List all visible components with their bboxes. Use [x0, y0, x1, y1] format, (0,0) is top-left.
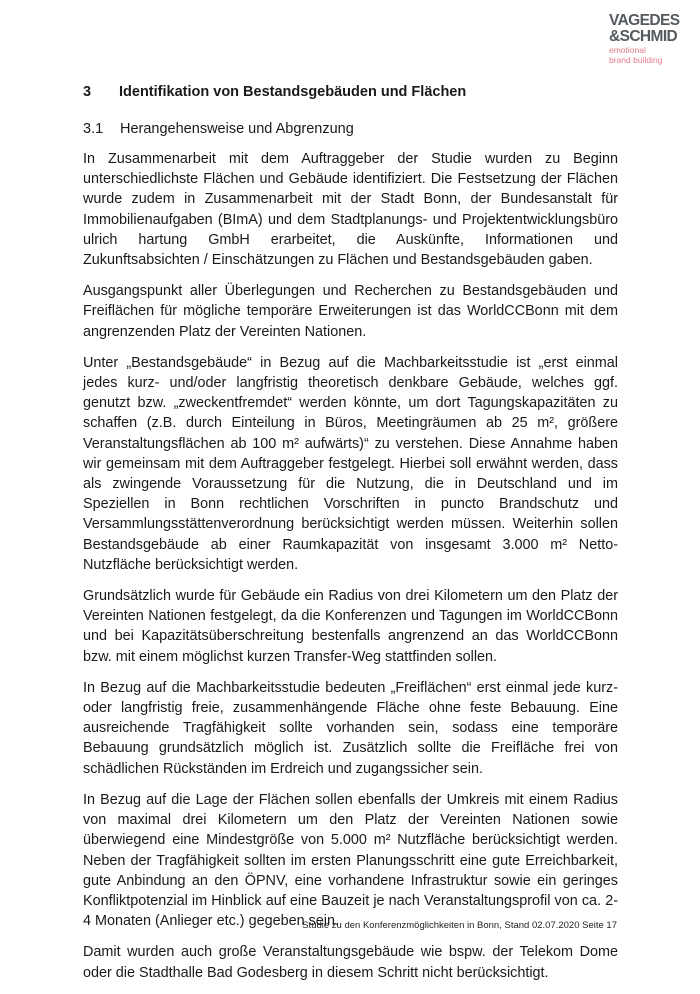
logo-tagline-2: brand building	[609, 54, 663, 65]
paragraph: Ausgangspunkt aller Überlegungen und Recherchen zu Bestandsgebäuden und Freiflächen für mögliche temporäre Erweiterungen ist das WorldCCBonn mit dem angrenzenden Platz der Vereinten Nationen.	[83, 283, 618, 340]
subsection-heading	[83, 121, 354, 137]
paragraph: Grundsätzlich wurde für Gebäude ein Radius von drei Kilometern um den Platz der Vereinten Nationen festgelegt, da die Konferenzen und Tagungen im WorldCCBonn und bei Kapazitätsüberschreitung bestenfalls angrenzend an das WorldCCBonn bzw. mit einem möglichst kurzen Transfer-Weg stattfinden sollen.	[83, 588, 618, 665]
paragraph: In Bezug auf die Machbarkeitsstudie bedeuten „Freiflächen“ erst einmal jede kurz- oder langfristig freie, zusammenhängende Fläche ohne feste Bebauung. Eine ausreichende Tragfähigkeit sollte vorhanden sein, sodass eine temporäre Bebauung grundsätzlich möglich ist. Zusätzlich sollte die Freifläche frei von schädlichen Rückständen im Erdreich und zugangssicher sein.	[83, 679, 618, 777]
page-footer: Studie zu den Konferenzmöglichkeiten in Bonn, Stand 02.07.2020 Seite 17	[302, 920, 617, 931]
logo-tagline-1: emotional	[609, 45, 646, 55]
section-number: 3	[83, 84, 92, 100]
logo-line-2: &SCHMID	[609, 28, 678, 45]
paragraph: Damit wurden auch große Veranstaltungsgebäude wie bspw. der Telekom Dome oder die Stadthalle Bad Godesberg in diesem Schritt nicht berücksichtigt.	[83, 944, 618, 981]
subsection-number: 3.1	[83, 121, 104, 137]
logo-line-1: VAGEDES	[609, 12, 680, 29]
section-title: Identifikation von Bestandsgebäuden und Flächen	[119, 84, 467, 100]
section-heading	[83, 84, 466, 100]
body-text	[83, 149, 618, 994]
paragraph: In Bezug auf die Lage der Flächen sollen ebenfalls der Umkreis mit einem Radius von maximal drei Kilometern um den Platz der Vereinten Nationen sowie überwiegend eine Mindestgröße von 5.000 m² Nutzfläche berücksichtigt werden. Neben der Tragfähigkeit sollten im ersten Planungsschritt eine gute Erreichbarkeit, gute Anbindung an den ÖPNV, eine vorhandene Infrastruktur sowie ein geringes Konfliktpotenzial im Hinblick auf eine Bauzeit je nach Veranstaltungsprofil von ca. 2-4 Monaten (Anlieger etc.) gegeben sein.	[83, 791, 618, 930]
paragraph: In Zusammenarbeit mit dem Auftraggeber der Studie wurden zu Beginn unterschiedlichste Flächen und Gebäude identifiziert. Die Festsetzung der Flächen wurde zudem in Zusammenarbeit mit der Stadt Bonn, der Bundesanstalt für Immobilienaufgaben (BImA) und dem Stadtplanungs- und Projektentwicklungsbüro ulrich hartung GmbH erarbeitet, die Auskünfte, Informationen und Zukunftsabsichten / Einschätzungen zu Flächen und Bestandsgebäuden gaben.	[83, 151, 618, 269]
paragraph: Unter „Bestandsgebäude“ in Bezug auf die Machbarkeitsstudie ist „erst einmal jedes kurz- und/oder langfristig theoretisch denkbare Gebäude, welches ggf. genutzt bzw. „zweckentfremdet“ werden könnte, um dort Tagungskapazitäten zu schaffen (z.B. durch Einteilung in Büros, Meetingräumen ab 25 m², größere Veranstaltungsflächen ab 100 m² aufwärts)“ zu verstehen. Diese Annahme haben wir gemeinsam mit dem Auftraggeber festgelegt. Hierbei soll erwähnt werden, dass als zwingende Voraussetzung für die Nutzung, die in Deutschland und im Speziellen in Bonn rechtlichen Vorschriften in puncto Brandschutz und Versammlungsstättenverordnung berücksichtigt werden müssen. Weiterhin sollen Bestandsgebäude ab einer Raumkapazität von insgesamt 3.000 m² Netto-Nutzfläche berücksichtigt werden.	[83, 354, 618, 573]
subsection-title: Herangehensweise und Abgrenzung	[120, 121, 354, 137]
company-logo	[609, 13, 687, 64]
